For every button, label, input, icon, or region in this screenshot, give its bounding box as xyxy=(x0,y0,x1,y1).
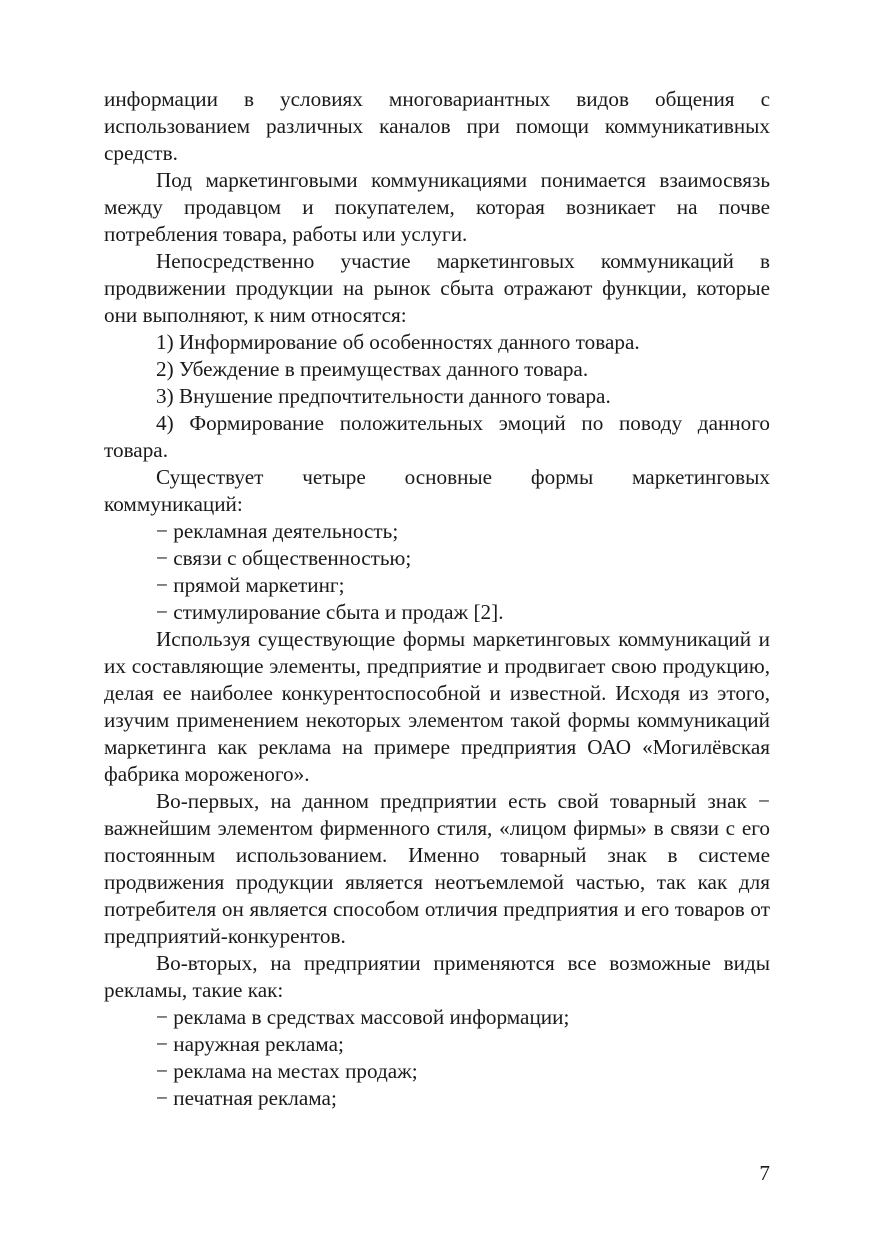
list-item: − стимулирование сбыта и продаж [2]. xyxy=(156,600,504,624)
list-item: − реклама в средствах массовой информации; xyxy=(156,1005,570,1029)
list-item: − печатная реклама; xyxy=(156,1086,337,1110)
list-item: − реклама на местах продаж; xyxy=(156,1059,418,1083)
list-item: 4) Формирование положительных эмоций по поводу данного товара. xyxy=(104,411,770,462)
paragraph: Существует четыре основные формы маркетинговых коммуникаций: xyxy=(104,465,770,516)
list-item: − связи с общественностью; xyxy=(156,546,412,570)
paragraph: Под маркетинговыми коммуникациями понимается взаимосвязь между продавцом и покупателем, которая возникает на почве потребления товара, работы или услуги. xyxy=(104,168,770,246)
paragraph: Используя существующие формы маркетинговых коммуникаций и их составляющие элементы, предприятие и продвигает свою продукцию, делая ее наиболее конкурентоспособной и известной. Исходя из этого, изучим применением некоторых элементом такой формы коммуникаций маркетинга как реклама на примере предприятия ОАО «Могилёвская фабрика мороженого». xyxy=(104,627,770,786)
list-item: 3) Внушение предпочтительности данного товара. xyxy=(156,384,611,408)
body-text xyxy=(104,86,770,1112)
list-item: − рекламная деятельность; xyxy=(156,519,399,543)
paragraph: Во-вторых, на предприятии применяются все возможные виды рекламы, такие как: xyxy=(104,951,770,1002)
paragraph: Во-первых, на данном предприятии есть свой товарный знак − важнейшим элементом фирменного стиля, «лицом фирмы» в связи с его постоянным использованием. Именно товарный знак в системе продвижения продукции является неотъемлемой частью, так как для потребителя он является способом отличия предприятия и его товаров от предприятий-конкурентов. xyxy=(104,789,770,948)
list-item: − наружная реклама; xyxy=(156,1032,344,1056)
paragraph-continuation: информации в условиях многовариантных видов общения с использованием различных каналов при помощи коммуникативных средств. xyxy=(104,87,770,165)
page-number: 7 xyxy=(759,1161,770,1185)
list-item: 1) Информирование об особенностях данного товара. xyxy=(156,330,640,354)
list-item: 2) Убеждение в преимуществах данного товара. xyxy=(156,357,589,381)
list-item: − прямой маркетинг; xyxy=(156,573,345,597)
paragraph: Непосредственно участие маркетинговых коммуникаций в продвижении продукции на рынок сбыта отражают функции, которые они выполняют, к ним относятся: xyxy=(104,249,770,327)
